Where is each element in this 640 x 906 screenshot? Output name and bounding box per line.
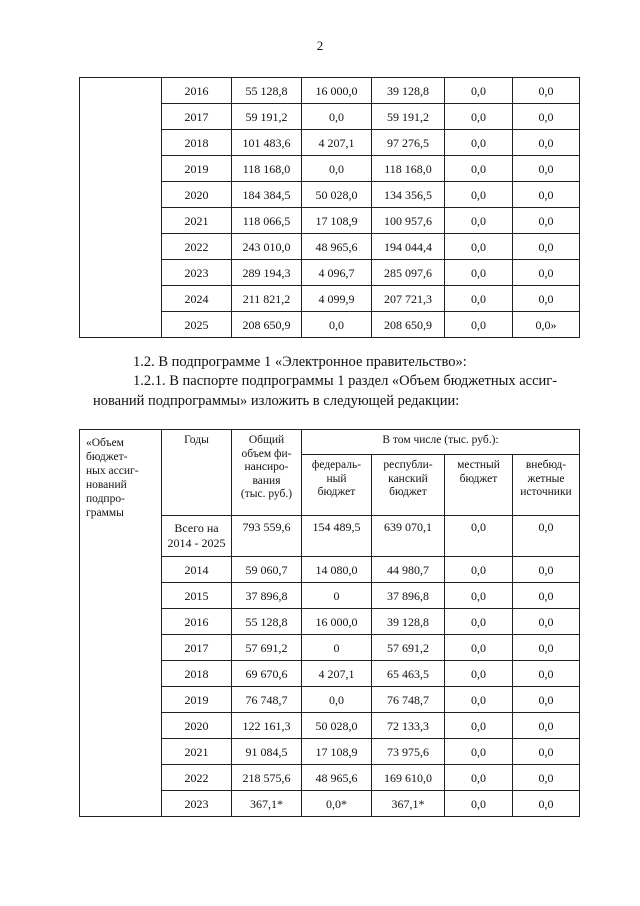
local-cell: 0,0	[445, 791, 513, 817]
republic-cell: 57 691,2	[372, 635, 445, 661]
total-cell: 211 821,2	[232, 286, 302, 312]
local-cell: 0,0	[445, 739, 513, 765]
federal-cell: 0	[302, 583, 372, 609]
section-label-line: нований	[86, 479, 127, 491]
extra-cell: 0,0	[513, 661, 580, 687]
total-cell: 118 168,0	[232, 156, 302, 182]
subprogram-budget-table	[79, 429, 580, 817]
total-cell: 55 128,8	[232, 609, 302, 635]
header-total-line: объем фи-	[241, 447, 292, 460]
local-cell: 0,0	[445, 156, 513, 182]
total-cell: 59 060,7	[232, 557, 302, 583]
republic-cell: 208 650,9	[372, 312, 445, 338]
total-cell: 91 084,5	[232, 739, 302, 765]
local-cell: 0,0	[445, 260, 513, 286]
total-cell: 208 650,9	[232, 312, 302, 338]
year-cell: 2022	[162, 234, 232, 260]
republic-cell: 100 957,6	[372, 208, 445, 234]
table-row	[80, 78, 580, 104]
local-cell: 0,0	[445, 765, 513, 791]
year-cell: 2019	[162, 687, 232, 713]
header-extra-line: жетные	[527, 472, 565, 485]
header-local-line: местный	[457, 459, 500, 471]
total-cell: 55 128,8	[232, 78, 302, 104]
year-cell: 2023	[162, 260, 232, 286]
republic-cell: 76 748,7	[372, 687, 445, 713]
federal-cell: 0,0*	[302, 791, 372, 817]
federal-cell: 0,0	[302, 687, 372, 713]
total-extra-cell: 0,0	[513, 516, 580, 557]
republic-cell: 72 133,3	[372, 713, 445, 739]
header-republic-line: республи-	[383, 459, 433, 471]
local-cell: 0,0	[445, 609, 513, 635]
extra-cell: 0,0	[513, 286, 580, 312]
header-local-line: бюджет	[459, 472, 498, 485]
total-cell: 184 384,5	[232, 182, 302, 208]
header-total	[232, 430, 302, 516]
year-cell: 2021	[162, 208, 232, 234]
financing-table-continued	[79, 77, 580, 338]
republic-cell: 367,1*	[372, 791, 445, 817]
year-cell: 2024	[162, 286, 232, 312]
republic-cell: 37 896,8	[372, 583, 445, 609]
header-republic	[372, 455, 445, 516]
extra-cell: 0,0	[513, 791, 580, 817]
header-republic-line: канский	[388, 472, 428, 485]
year-cell: 2023	[162, 791, 232, 817]
federal-cell: 0	[302, 635, 372, 661]
republic-cell: 44 980,7	[372, 557, 445, 583]
section-label-line: бюджет-	[86, 451, 128, 463]
total-cell: 243 010,0	[232, 234, 302, 260]
local-cell: 0,0	[445, 104, 513, 130]
total-cell: 122 161,3	[232, 713, 302, 739]
year-cell: 2016	[162, 609, 232, 635]
header-extra-line: внебюд-	[525, 459, 567, 471]
total-cell: 289 194,3	[232, 260, 302, 286]
local-cell: 0,0	[445, 687, 513, 713]
federal-cell: 4 099,9	[302, 286, 372, 312]
extra-cell: 0,0	[513, 739, 580, 765]
total-cell: 218 575,6	[232, 765, 302, 791]
header-republic-line: бюджет	[389, 486, 427, 498]
header-total-line: Общий	[248, 434, 285, 446]
federal-cell: 4 207,1	[302, 661, 372, 687]
extra-cell: 0,0	[513, 104, 580, 130]
federal-cell: 50 028,0	[302, 713, 372, 739]
header-row-1	[80, 430, 580, 455]
year-cell: 2022	[162, 765, 232, 791]
federal-cell: 0,0	[302, 312, 372, 338]
republic-cell: 169 610,0	[372, 765, 445, 791]
federal-cell: 0,0	[302, 156, 372, 182]
local-cell: 0,0	[445, 234, 513, 260]
extra-cell: 0,0	[513, 234, 580, 260]
total-cell: 101 483,6	[232, 130, 302, 156]
federal-cell: 16 000,0	[302, 609, 372, 635]
local-cell: 0,0	[445, 208, 513, 234]
republic-cell: 39 128,8	[372, 78, 445, 104]
republic-cell: 118 168,0	[372, 156, 445, 182]
federal-cell: 48 965,6	[302, 765, 372, 791]
year-cell: 2016	[162, 78, 232, 104]
total-cell: 59 191,2	[232, 104, 302, 130]
total-cell: 76 748,7	[232, 687, 302, 713]
paragraph-1-2-1-continued: нований подпрограммы» изложить в следующей редакции:	[93, 393, 460, 409]
section-label-cell	[80, 430, 162, 817]
local-cell: 0,0	[445, 130, 513, 156]
extra-cell: 0,0	[513, 687, 580, 713]
extra-cell: 0,0	[513, 182, 580, 208]
total-cell: 367,1*	[232, 791, 302, 817]
total-total-cell: 793 559,6	[232, 516, 302, 557]
extra-cell: 0,0»	[513, 312, 580, 338]
header-federal-line: ный	[326, 472, 347, 485]
federal-cell: 0,0	[302, 104, 372, 130]
total-republic-cell: 639 070,1	[372, 516, 445, 557]
local-cell: 0,0	[445, 557, 513, 583]
year-cell: 2014	[162, 557, 232, 583]
federal-cell: 14 080,0	[302, 557, 372, 583]
year-cell: 2015	[162, 583, 232, 609]
total-local-cell: 0,0	[445, 516, 513, 557]
republic-cell: 207 721,3	[372, 286, 445, 312]
extra-cell: 0,0	[513, 78, 580, 104]
federal-cell: 50 028,0	[302, 182, 372, 208]
extra-cell: 0,0	[513, 130, 580, 156]
year-cell: 2018	[162, 130, 232, 156]
total-federal-cell: 154 489,5	[302, 516, 372, 557]
section-label-line: граммы	[86, 507, 124, 519]
extra-cell: 0,0	[513, 583, 580, 609]
extra-cell: 0,0	[513, 260, 580, 286]
federal-cell: 4 207,1	[302, 130, 372, 156]
section-label-line: «Объем	[86, 437, 124, 449]
header-total-line: нансиро-	[244, 461, 289, 473]
year-cell: 2025	[162, 312, 232, 338]
total-years-line: 2014 - 2025	[167, 536, 226, 550]
local-cell: 0,0	[445, 583, 513, 609]
section-label-line: подпро-	[86, 493, 125, 505]
section-label-line: ных ассиг-	[86, 465, 139, 477]
local-cell: 0,0	[445, 661, 513, 687]
extra-cell: 0,0	[513, 208, 580, 234]
year-cell: 2017	[162, 635, 232, 661]
republic-cell: 285 097,6	[372, 260, 445, 286]
total-years-cell	[162, 516, 232, 557]
extra-cell: 0,0	[513, 609, 580, 635]
local-cell: 0,0	[445, 78, 513, 104]
year-cell: 2020	[162, 713, 232, 739]
local-cell: 0,0	[445, 713, 513, 739]
header-total-line: (тыс. руб.)	[240, 488, 293, 500]
republic-cell: 97 276,5	[372, 130, 445, 156]
year-cell: 2020	[162, 182, 232, 208]
extra-cell: 0,0	[513, 713, 580, 739]
page-number: 2	[316, 38, 324, 53]
federal-cell: 17 108,9	[302, 208, 372, 234]
header-years: Годы	[162, 430, 232, 516]
total-cell: 57 691,2	[232, 635, 302, 661]
republic-cell: 59 191,2	[372, 104, 445, 130]
total-cell: 118 066,5	[232, 208, 302, 234]
extra-cell: 0,0	[513, 635, 580, 661]
total-years-line: Всего на	[174, 521, 219, 535]
federal-cell: 17 108,9	[302, 739, 372, 765]
local-cell: 0,0	[445, 182, 513, 208]
extra-cell: 0,0	[513, 557, 580, 583]
header-total-line: вания	[252, 474, 281, 487]
republic-cell: 65 463,5	[372, 661, 445, 687]
header-including: В том числе (тыс. руб.):	[302, 430, 580, 455]
local-cell: 0,0	[445, 635, 513, 661]
republic-cell: 73 975,6	[372, 739, 445, 765]
year-cell: 2021	[162, 739, 232, 765]
paragraph-1-2: 1.2. В подпрограмме 1 «Электронное правительство»:	[133, 354, 467, 370]
republic-cell: 39 128,8	[372, 609, 445, 635]
year-cell: 2017	[162, 104, 232, 130]
local-cell: 0,0	[445, 312, 513, 338]
year-cell: 2018	[162, 661, 232, 687]
header-extra-line: источники	[520, 486, 572, 498]
header-federal-line: бюджет	[317, 486, 356, 498]
republic-cell: 194 044,4	[372, 234, 445, 260]
republic-cell: 134 356,5	[372, 182, 445, 208]
header-local	[445, 455, 513, 516]
paragraph-1-2-1: 1.2.1. В паспорте подпрограммы 1 раздел «Объем бюджетных ассиг-	[133, 373, 558, 389]
extra-cell: 0,0	[513, 156, 580, 182]
header-federal-line: федераль-	[311, 459, 362, 471]
extra-cell: 0,0	[513, 765, 580, 791]
federal-cell: 16 000,0	[302, 78, 372, 104]
local-cell: 0,0	[445, 286, 513, 312]
federal-cell: 4 096,7	[302, 260, 372, 286]
year-cell: 2019	[162, 156, 232, 182]
header-federal	[302, 455, 372, 516]
federal-cell: 48 965,6	[302, 234, 372, 260]
total-cell: 37 896,8	[232, 583, 302, 609]
section-label-cell	[80, 78, 162, 338]
total-cell: 69 670,6	[232, 661, 302, 687]
header-extra	[513, 455, 580, 516]
